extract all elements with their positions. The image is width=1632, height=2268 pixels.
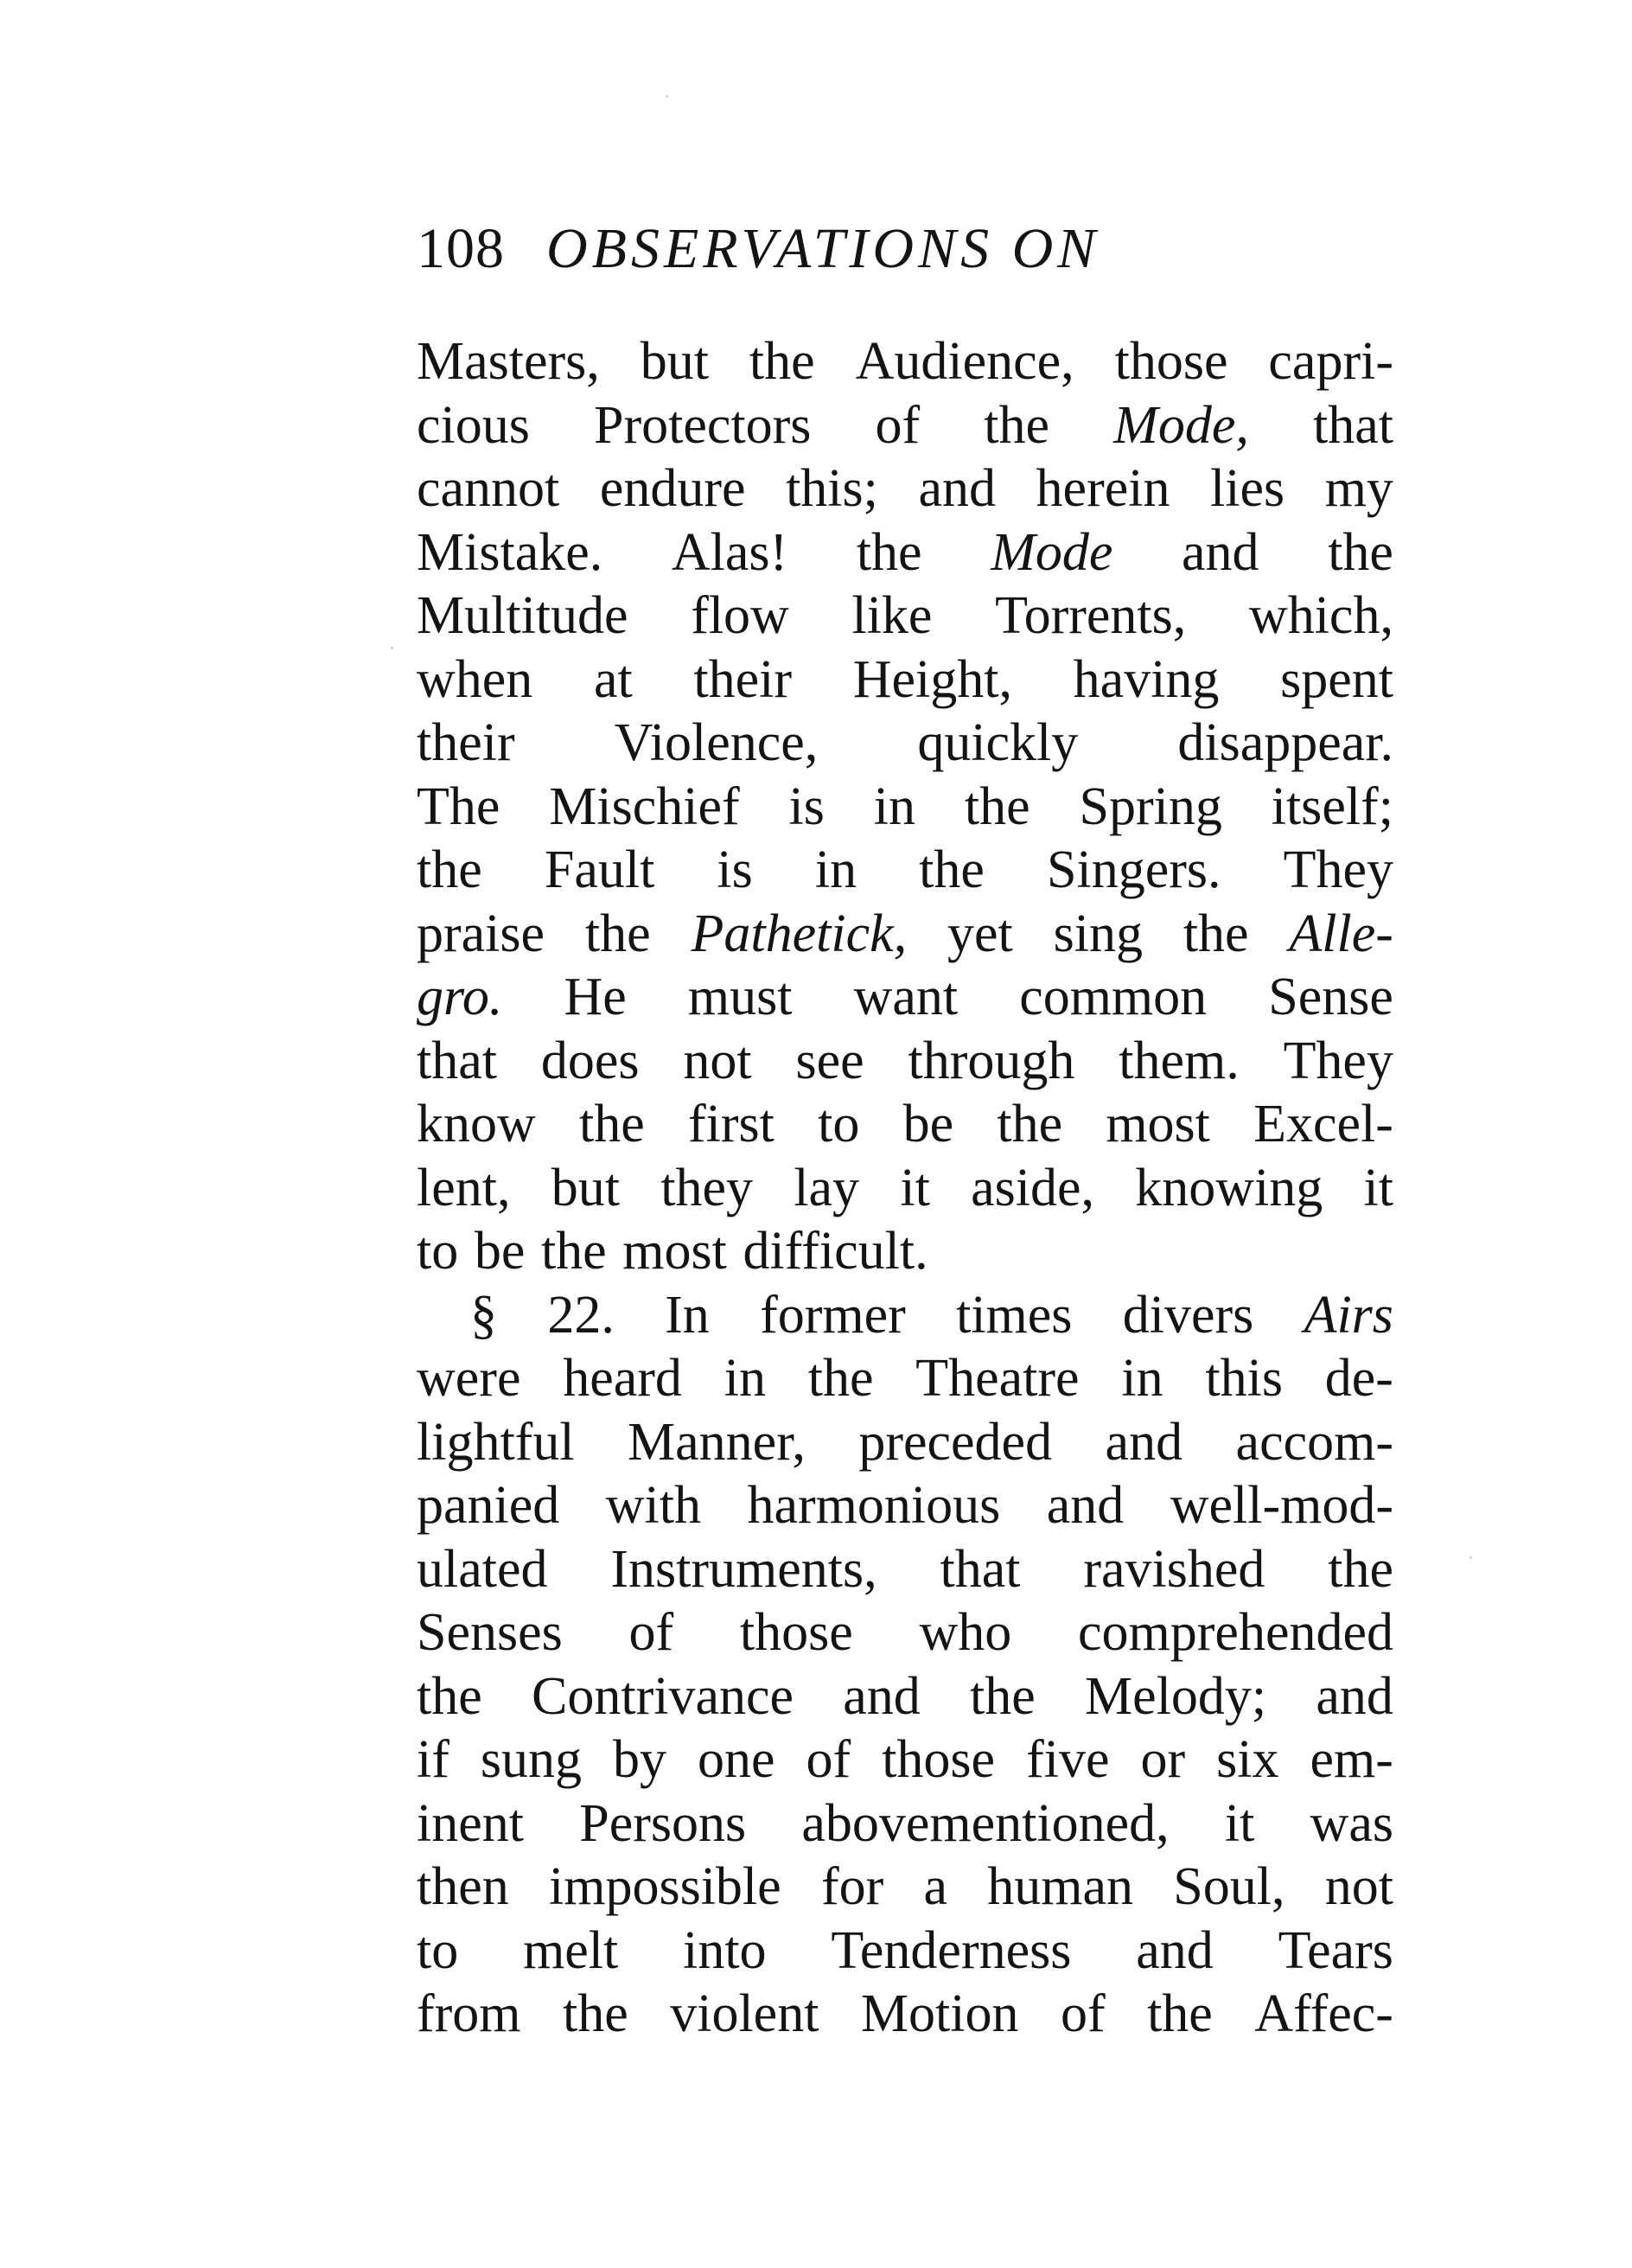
word: disappear. <box>1177 713 1393 772</box>
word: lent, <box>417 1158 511 1217</box>
word: with <box>605 1476 701 1535</box>
text-line <box>417 330 1393 394</box>
word: it <box>1363 1158 1393 1217</box>
word: were <box>417 1349 521 1408</box>
paper-speck <box>666 95 668 98</box>
word: Height, <box>852 649 1012 709</box>
word: § <box>470 1285 497 1345</box>
text-line <box>417 521 1393 585</box>
word: and <box>1182 522 1259 582</box>
text-line <box>417 1856 1393 1920</box>
text-line <box>417 1665 1393 1729</box>
word: capri- <box>1268 332 1393 391</box>
italic-word: Pathetick, <box>691 904 908 963</box>
word: be <box>474 1222 526 1281</box>
word: spent <box>1280 649 1393 709</box>
word: violent <box>670 1984 819 2043</box>
word: Audience, <box>855 332 1074 391</box>
word: to <box>417 1920 459 1980</box>
word: into <box>683 1920 767 1980</box>
word: who <box>919 1603 1012 1662</box>
word: ravished <box>1083 1539 1265 1599</box>
word: They <box>1283 840 1393 899</box>
word: Persons <box>579 1793 747 1853</box>
word: those <box>882 1730 996 1789</box>
text-line <box>417 903 1393 967</box>
word: and <box>1046 1476 1125 1535</box>
word: this <box>1205 1349 1283 1408</box>
word: ulated <box>417 1539 548 1599</box>
word: yet <box>947 904 1013 963</box>
word: Multitude <box>417 586 628 645</box>
word: Fault <box>544 840 655 899</box>
word: that <box>1312 395 1393 455</box>
word: abovementioned, <box>801 1793 1170 1853</box>
word: the <box>584 904 651 963</box>
word: in <box>873 776 915 836</box>
word: must <box>687 968 793 1026</box>
text-line <box>417 1157 1393 1221</box>
word: the <box>970 1666 1036 1726</box>
text-line <box>417 1030 1393 1094</box>
text-line <box>417 1474 1393 1538</box>
word: a <box>923 1857 948 1916</box>
word: is <box>717 840 753 899</box>
word: it <box>1224 1793 1255 1853</box>
word: praise <box>417 904 545 963</box>
word: and <box>1105 1412 1183 1472</box>
word: when <box>417 649 533 709</box>
italic-word: Airs <box>1304 1285 1393 1345</box>
word: comprehended <box>1078 1603 1393 1662</box>
text-line <box>417 1220 1393 1284</box>
italic-word: Mode <box>991 522 1113 582</box>
word: of <box>875 395 921 455</box>
word: them. <box>1119 1031 1240 1090</box>
word: He <box>564 968 627 1026</box>
word: heard <box>563 1349 682 1408</box>
word: the <box>417 840 482 899</box>
word: to <box>417 1222 459 1281</box>
word: not <box>683 1031 752 1090</box>
italic-word: gro. <box>417 968 503 1026</box>
word: well-mod- <box>1170 1476 1393 1535</box>
word: or <box>1140 1730 1186 1789</box>
word: inent <box>417 1793 524 1853</box>
word: in <box>814 840 857 899</box>
word: human <box>987 1857 1134 1916</box>
italic-word: Mode, <box>1113 395 1249 455</box>
word: In <box>665 1285 710 1345</box>
word: want <box>853 968 959 1026</box>
word: one <box>698 1730 775 1789</box>
word: Melody; <box>1085 1666 1267 1726</box>
paper-speck <box>1469 1556 1472 1559</box>
word: preceded <box>858 1412 1053 1472</box>
word: Protectors <box>594 395 812 455</box>
word: Soul, <box>1173 1857 1285 1916</box>
word: Singers. <box>1047 840 1221 899</box>
text-line <box>417 394 1393 458</box>
text-line <box>417 1983 1393 2047</box>
word: does <box>540 1031 640 1090</box>
word: of <box>628 1603 674 1662</box>
word: to <box>818 1095 860 1153</box>
word: Excel- <box>1253 1095 1393 1153</box>
word: through <box>908 1031 1075 1090</box>
word: from <box>417 1984 521 2043</box>
word: first <box>688 1095 775 1153</box>
word: that <box>940 1539 1021 1599</box>
word: it <box>900 1158 930 1217</box>
text-line <box>417 1728 1393 1792</box>
word: flow <box>691 586 789 645</box>
word: em- <box>1310 1730 1393 1789</box>
word: panied <box>417 1476 560 1535</box>
text-line <box>417 648 1393 712</box>
word: at <box>593 649 633 709</box>
word: Tears <box>1278 1920 1393 1980</box>
word: melt <box>523 1920 619 1980</box>
word: those <box>739 1603 853 1662</box>
word: divers <box>1122 1285 1254 1345</box>
word: Torrents, <box>995 586 1187 645</box>
word: former <box>760 1285 906 1345</box>
word: impossible <box>549 1857 781 1916</box>
text-line <box>417 712 1393 776</box>
word: de- <box>1324 1349 1393 1408</box>
word: the <box>1147 1984 1213 2043</box>
word: lightful <box>417 1412 575 1472</box>
word: Alas! <box>671 522 788 582</box>
word: be <box>902 1095 954 1153</box>
word: Spring <box>1079 776 1222 836</box>
text-line <box>417 1601 1393 1665</box>
word: of <box>806 1730 851 1789</box>
word: the <box>417 1666 482 1726</box>
word: the <box>964 776 1030 836</box>
word: aside, <box>971 1158 1094 1217</box>
word: is <box>788 776 825 836</box>
word: those <box>1114 332 1228 391</box>
word: The <box>417 776 500 836</box>
page-number: 108 <box>417 217 505 280</box>
word: the <box>807 1349 874 1408</box>
word: their <box>693 649 793 709</box>
running-title: OBSERVATIONS ON <box>546 217 1100 280</box>
word: itself; <box>1271 776 1393 836</box>
word: like <box>851 586 933 645</box>
word: Mistake. <box>417 522 603 582</box>
word: Tenderness <box>831 1920 1072 1980</box>
paper-speck <box>391 647 393 649</box>
word: know <box>417 1095 536 1153</box>
word: the <box>997 1095 1063 1153</box>
word: the <box>1328 1539 1393 1599</box>
word: Theatre <box>915 1349 1080 1408</box>
word: the <box>1328 522 1393 582</box>
text-line <box>417 1284 1393 1348</box>
word: Contrivance <box>532 1666 794 1726</box>
word: in <box>1121 1349 1163 1408</box>
word: quickly <box>917 713 1079 772</box>
text-line <box>417 1538 1393 1602</box>
word: the <box>579 1095 645 1153</box>
word: Motion <box>860 1984 1019 2043</box>
text-line <box>417 1093 1393 1157</box>
word: common <box>1019 968 1208 1026</box>
word: my <box>1324 459 1393 518</box>
word: was <box>1310 1793 1393 1853</box>
word: cious <box>417 395 530 455</box>
word: and <box>1136 1920 1214 1980</box>
word: having <box>1073 649 1220 709</box>
word: but <box>551 1158 620 1217</box>
word: the <box>563 1984 628 2043</box>
word: six <box>1216 1730 1279 1789</box>
word: not <box>1324 1857 1393 1916</box>
word: most <box>1106 1095 1210 1153</box>
word: they <box>660 1158 754 1217</box>
word: which, <box>1248 586 1393 645</box>
word: sing <box>1053 904 1143 963</box>
word: accom- <box>1235 1412 1393 1472</box>
word: that <box>417 1031 497 1090</box>
text-line <box>417 839 1393 903</box>
word: Mischief <box>549 776 740 836</box>
word: and <box>918 459 996 518</box>
body-text <box>417 330 1393 2047</box>
word: then <box>417 1857 509 1916</box>
word: see <box>795 1031 864 1090</box>
word: Masters, <box>417 332 600 391</box>
word: harmonious <box>747 1476 1001 1535</box>
running-header <box>417 214 1411 284</box>
word: herein <box>1036 459 1170 518</box>
word: if <box>417 1730 449 1789</box>
word: the <box>540 1222 607 1281</box>
word: in <box>724 1349 766 1408</box>
text-line <box>417 457 1393 521</box>
word: and <box>1316 1666 1393 1726</box>
word: most <box>622 1222 727 1281</box>
text-line <box>417 585 1393 648</box>
word: the <box>749 332 815 391</box>
word: the <box>856 522 922 582</box>
word: Senses <box>417 1603 563 1662</box>
word: Sense <box>1268 968 1393 1026</box>
word: Affec- <box>1254 1984 1393 2043</box>
word: for <box>820 1857 884 1916</box>
word: the <box>919 840 985 899</box>
word: of <box>1060 1984 1106 2043</box>
word: 22. <box>547 1285 615 1345</box>
text-line <box>417 1347 1393 1411</box>
word: by <box>613 1730 667 1789</box>
word: and <box>843 1666 921 1726</box>
word: the <box>1183 904 1249 963</box>
word: lay <box>794 1158 860 1217</box>
word: this; <box>786 459 878 518</box>
word: Manner, <box>628 1412 806 1472</box>
italic-word: Alle- <box>1289 904 1393 963</box>
text-line <box>417 1411 1393 1475</box>
word: knowing <box>1135 1158 1323 1217</box>
text-line <box>417 1920 1393 1984</box>
word: lies <box>1210 459 1285 518</box>
word: Violence, <box>614 713 819 772</box>
word: endure <box>599 459 746 518</box>
word: cannot <box>417 459 560 518</box>
word: their <box>417 713 515 772</box>
text-line <box>417 966 1393 1030</box>
word: They <box>1283 1031 1393 1090</box>
word: Instruments, <box>610 1539 877 1599</box>
word: sung <box>480 1730 583 1789</box>
word: five <box>1026 1730 1110 1789</box>
text-line <box>417 776 1393 840</box>
word: times <box>956 1285 1073 1345</box>
text-line <box>417 1792 1393 1856</box>
word: the <box>984 395 1050 455</box>
word: difficult. <box>743 1222 928 1281</box>
word: but <box>640 332 709 391</box>
